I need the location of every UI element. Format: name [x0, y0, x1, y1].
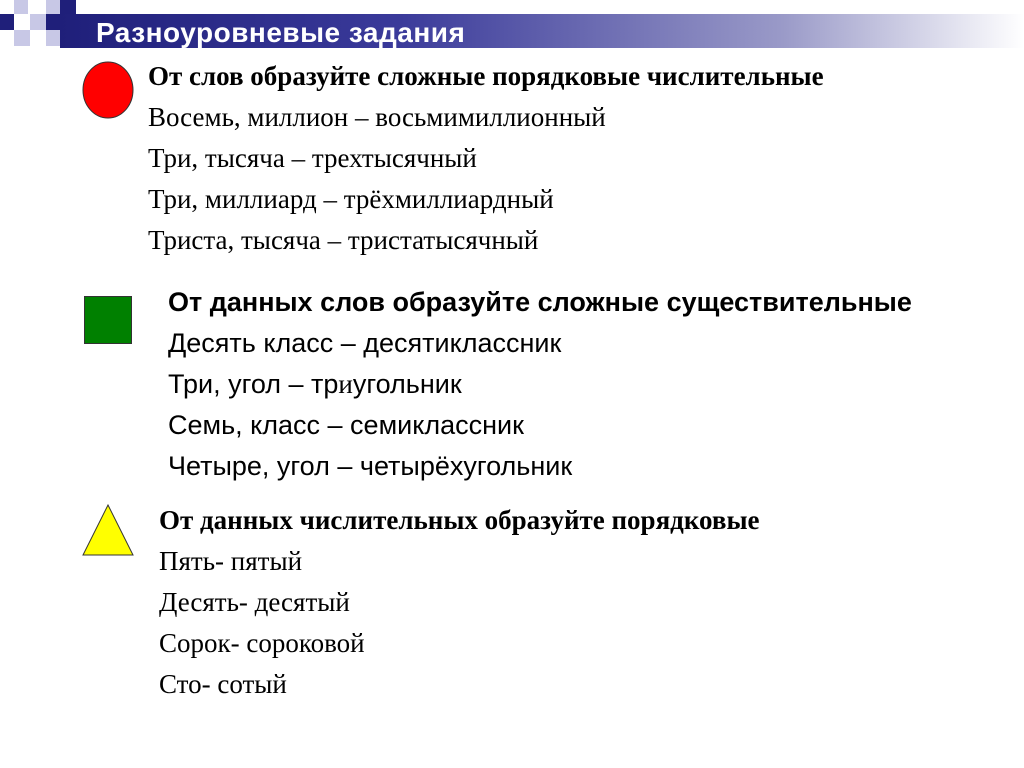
list-item: Четыре, угол – четырёхугольник — [168, 451, 573, 481]
list-item: Семь, класс – семиклассник — [168, 410, 524, 440]
item-text-after: угольник — [352, 369, 462, 399]
list-item: Три, тысяча – трехтысячный — [148, 143, 477, 173]
section-green — [168, 282, 1024, 487]
section-yellow-heading: От данных числительных образуйте порядковые — [159, 505, 760, 535]
slide-title: Разноуровневые задания — [96, 17, 466, 48]
section-red-heading: От слов образуйте сложные порядковые числительные — [148, 61, 824, 91]
list-item: Десять- десятый — [159, 587, 350, 617]
list-item: Сорок- сороковой — [159, 628, 365, 658]
item-text-highlight: и — [338, 369, 353, 399]
list-item: Три, миллиард – трёхмиллиардный — [148, 184, 554, 214]
section-yellow — [159, 500, 760, 705]
list-item: Сто- сотый — [159, 669, 287, 699]
item-text-before: Три, угол – тр — [168, 369, 339, 399]
yellow-triangle-icon — [82, 504, 134, 556]
green-square-icon — [84, 296, 132, 344]
red-circle-icon — [82, 61, 134, 119]
list-item: Десять класс – десятиклассник — [168, 328, 562, 358]
section-red — [148, 56, 824, 261]
section-green-heading: От данных слов образуйте сложные существительные — [168, 287, 912, 317]
list-item: Триста, тысяча – тристатысячный — [148, 225, 539, 255]
list-item: Пять- пятый — [159, 546, 303, 576]
list-item — [168, 364, 1024, 405]
list-item: Восемь, миллион – восьмимиллионный — [148, 102, 606, 132]
